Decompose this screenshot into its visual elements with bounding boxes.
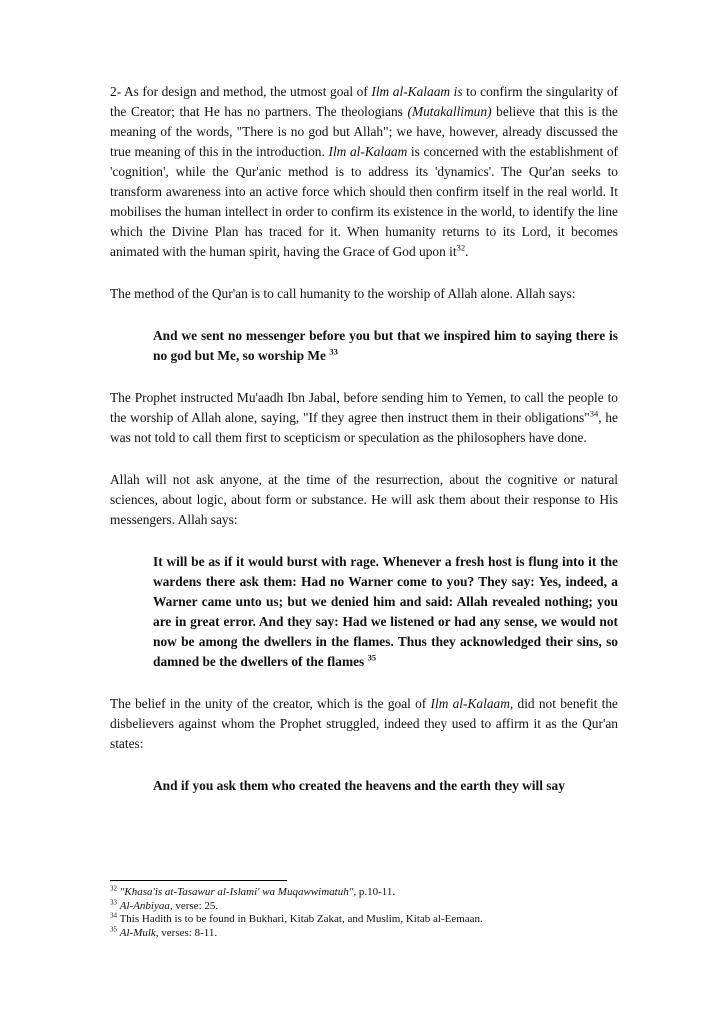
text-run: believe that this is the meaning of the words, "There is no god but Allah"; we have, however, already discussed the true meaning of this in the introduction.: [110, 104, 618, 159]
footnote-number: 34: [110, 911, 117, 920]
footnote-number: 32: [110, 884, 117, 893]
text-run: The Prophet instructed Mu'aadh Ibn Jabal, before sending him to Yemen, to call the people to the worship of Allah alone, saying, "If they agree then instruct them in their obligations": [110, 390, 618, 425]
italic-term: Ilm al-Kalaam: [328, 144, 408, 159]
paragraph-unity-belief: [110, 694, 618, 754]
text-run: is concerned with the establishment of 'cognition', while the Qur'anic method is to address its 'dynamics'. The Qur'an seeks to transform awareness into an active force which should then confirm itself in the real world. It mobilises the human intellect in order to confirm its existence in the world, to identify the line which the Divine Plan has traced for it. When humanity returns to its Lord, it becomes animated with the human spirit, having the Grace of God upon it: [110, 144, 618, 259]
paragraph-resurrection: Allah will not ask anyone, at the time of the resurrection, about the cognitive or natural sciences, about logic, about form or substance. He will ask them about their response to His messengers. Allah says:: [110, 472, 618, 527]
paragraph-muaadh: [110, 388, 618, 448]
footnote-source: Al-Anbiyaa,: [119, 899, 173, 912]
footnote-text: verses: 8-11.: [158, 926, 218, 939]
paragraph-quran-method: The method of the Qur'an is to call humanity to the worship of Allah alone. Allah says:: [110, 286, 576, 301]
text-run: .: [465, 244, 469, 259]
paragraph-design-method: [110, 82, 618, 262]
text-run: The belief in the unity of the creator, which is the goal of: [110, 696, 431, 711]
footnote-33: [110, 897, 618, 914]
footnote-text: This Hadith is to be found in Bukhari, Kitab Zakat, and Muslim, Kitab al-Eemaan.: [119, 913, 483, 925]
footnote-35: [110, 924, 618, 941]
footnotes: [110, 886, 618, 940]
footnote-separator: [110, 880, 287, 881]
italic-term: Ilm al-Kalaam is: [371, 84, 463, 99]
footnote-source: Al-Mulk,: [119, 926, 159, 939]
footnote-number: 35: [110, 924, 117, 933]
text-run: to confirm the singularity of the Creator; that He has no partners. The theologians: [110, 84, 618, 119]
italic-term: Ilm al-Kalaam,: [430, 696, 514, 711]
footnote-number: 33: [110, 897, 117, 906]
quote-mulk: [153, 552, 618, 672]
footnote-32: [110, 886, 618, 900]
text-run: , he was not told to call them first to scepticism or speculation as the philosophers have done.: [110, 410, 618, 445]
quote-anbiyaa: [153, 326, 618, 366]
quote-text: It will be as if it would burst with rage. Whenever a fresh host is flung into it the wardens there ask them: Had no Warner come to you? They say: Yes, indeed, a Warner came unto us; but we denied him and said: Allah revealed nothing; you are in great error. And they say: Had we listened or had any sense, we would not now be among the dwellers in the flames. Thus they acknowledged their sins, so damned be the dwellers of the flames: [153, 554, 618, 669]
text-run: did not benefit the disbelievers against whom the Prophet struggled, indeed they used to affirm it as the Qur'an states:: [110, 696, 618, 751]
footnote-text: verse: 25.: [172, 899, 219, 912]
footnote-ref[interactable]: 35: [367, 652, 377, 663]
text-run: 2- As for design and method, the utmost goal of: [110, 84, 372, 99]
footnote-source: "Khasa'is at-Tasawur al-Islami' wa Muqawwimatuh",: [119, 886, 357, 898]
page-body: [110, 82, 618, 796]
footnote-ref[interactable]: 33: [329, 346, 338, 357]
quote-creation: And if you ask them who created the heavens and the earth they will say: [153, 778, 565, 793]
quote-text: And we sent no messenger before you but that we inspired him to saying there is no god but Me, so worship Me: [153, 328, 618, 363]
footnote-text: p.10-11.: [356, 886, 396, 898]
footnote-ref[interactable]: 34: [589, 408, 599, 419]
italic-term: (Mutakallimun): [407, 104, 492, 119]
footnote-ref[interactable]: 32: [456, 242, 466, 253]
footnote-34: [110, 913, 618, 927]
